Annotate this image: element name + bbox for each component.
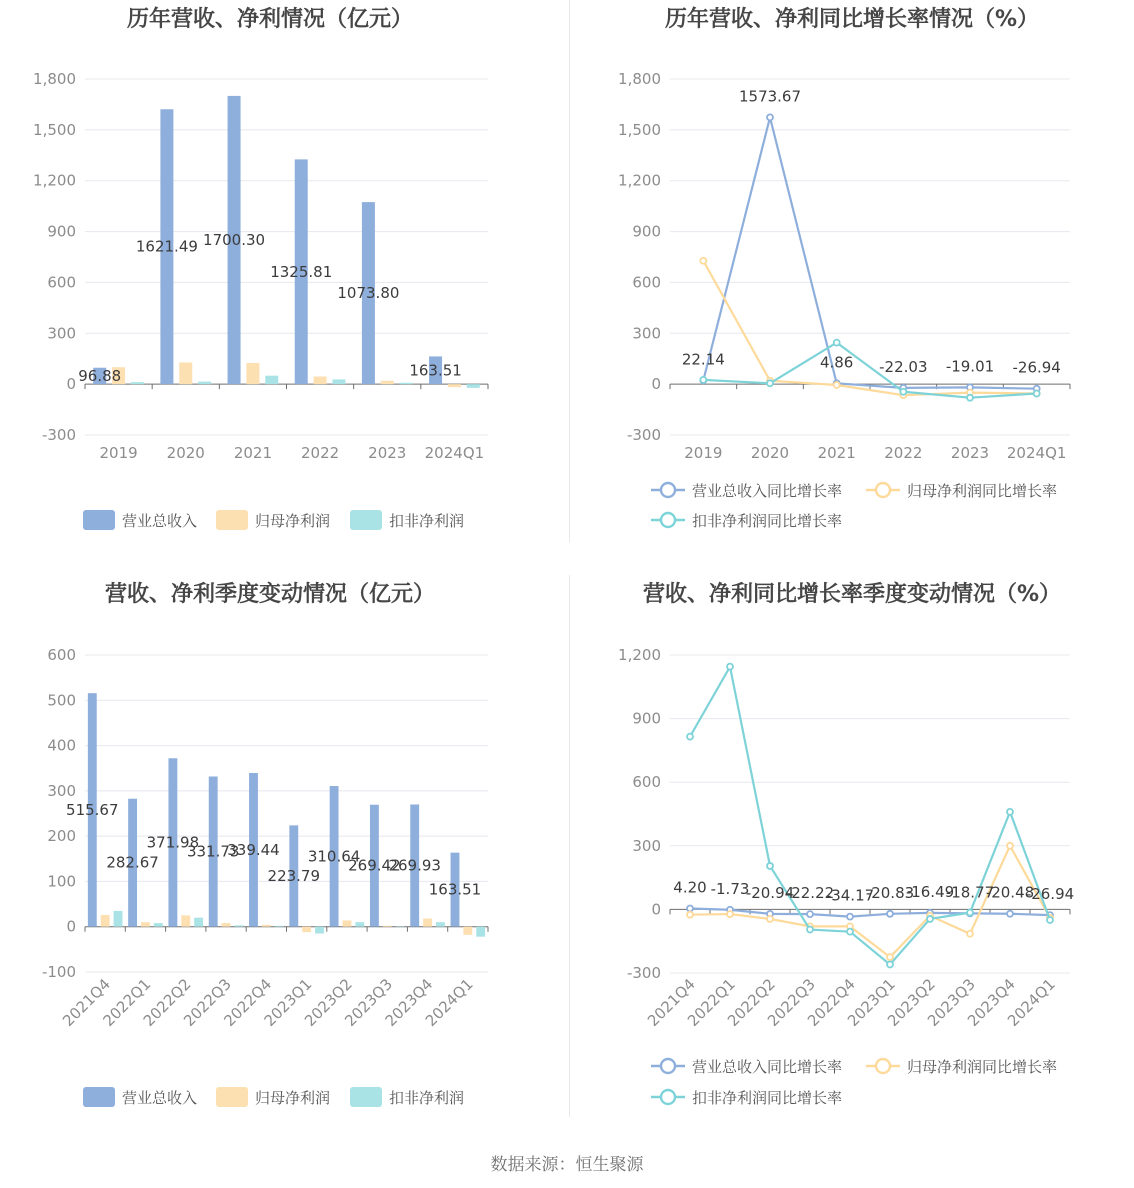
- y-tick-label: 1,500: [618, 120, 661, 139]
- x-tick-label: 2019: [684, 444, 723, 462]
- y-tick-label: -300: [626, 426, 661, 444]
- series-point-2: [767, 863, 773, 869]
- y-tick-label: 1,500: [33, 120, 76, 139]
- chart-quarterly-revenue-profit: [0, 575, 568, 1120]
- chart-annual-revenue-profit: [0, 0, 568, 545]
- bar-data-label: 310.64: [307, 847, 361, 866]
- bar-data-label: 163.51: [409, 361, 462, 380]
- bar-deducted-profit: [275, 926, 284, 927]
- legend-marker: [661, 483, 675, 497]
- y-tick-label: 300: [632, 324, 661, 343]
- legend-label: 归母净利润: [255, 512, 331, 530]
- x-tick-label: 2024Q1: [424, 444, 485, 462]
- bar-data-label: 1621.49: [135, 237, 198, 256]
- legend-label: 营业总收入同比增长率: [692, 1058, 843, 1076]
- legend-label: 营业总收入: [122, 1089, 198, 1107]
- line-data-label: -18.77: [945, 883, 995, 902]
- x-tick-label: 2021: [817, 444, 856, 462]
- y-tick-label: 100: [47, 872, 76, 891]
- x-tick-label: 2022Q3: [180, 975, 235, 1030]
- y-tick-label: 300: [47, 781, 76, 800]
- x-tick-label: 2020: [750, 444, 790, 462]
- bar-deducted-profit: [114, 911, 123, 927]
- bar-net-profit: [262, 925, 271, 927]
- y-tick-label: 500: [47, 691, 76, 710]
- line-data-label: -20.48: [985, 883, 1035, 902]
- y-tick-label: 600: [632, 273, 661, 292]
- x-tick-label: 2024Q1: [1006, 444, 1067, 462]
- line-data-label: -26.94: [1025, 885, 1075, 904]
- legend-swatch: [83, 510, 115, 530]
- x-tick-label: 2023Q3: [341, 975, 397, 1030]
- y-tick-label: 600: [47, 273, 76, 292]
- series-point-1: [1007, 843, 1013, 849]
- series-point-2: [700, 377, 706, 383]
- y-tick-label: 900: [47, 222, 76, 241]
- series-point-2: [967, 395, 973, 401]
- bar-deducted-profit: [198, 382, 211, 385]
- x-tick-label: 2023Q4: [964, 975, 1019, 1030]
- x-tick-label: 2022Q2: [724, 975, 779, 1030]
- series-point-2: [834, 340, 840, 346]
- bar-net-profit: [141, 922, 150, 927]
- line-data-label: -1.73: [710, 879, 750, 898]
- series-point-2: [687, 734, 693, 740]
- x-tick-label: 2022: [300, 444, 340, 462]
- bar-deducted-profit: [396, 926, 405, 927]
- legend-label: 营业总收入同比增长率: [692, 482, 843, 500]
- series-point-1: [700, 258, 706, 264]
- series-point-0: [1007, 911, 1013, 917]
- bar-deducted-profit: [436, 922, 445, 927]
- bar-net-profit: [423, 919, 432, 927]
- y-tick-label: 0: [66, 375, 76, 394]
- quarterly-bar-chart-svg: [0, 575, 568, 1120]
- series-line-0: [703, 117, 1036, 388]
- line-data-label: -26.94: [1012, 358, 1061, 377]
- line-data-label: -34.17: [825, 886, 875, 905]
- y-tick-label: 600: [632, 773, 661, 792]
- x-tick-label: 2023: [368, 444, 407, 462]
- x-tick-label: 2021Q4: [644, 975, 699, 1030]
- bar-data-label: 282.67: [106, 853, 159, 872]
- bar-data-label: 269.93: [388, 856, 441, 875]
- bar-data-label: 339.44: [227, 840, 280, 859]
- series-point-2: [847, 929, 853, 935]
- series-point-2: [1047, 917, 1053, 923]
- bar-data-label: 223.79: [267, 867, 321, 886]
- series-point-2: [767, 380, 773, 386]
- legend-label: 扣非净利润: [389, 512, 465, 530]
- line-data-label: -22.03: [879, 357, 928, 376]
- line-data-label: -20.83: [865, 883, 915, 902]
- y-tick-label: 200: [47, 827, 76, 846]
- series-point-2: [967, 910, 973, 916]
- x-tick-label: 2023Q4: [381, 975, 437, 1030]
- bar-net-profit: [181, 915, 190, 926]
- y-tick-label: 600: [47, 646, 76, 664]
- x-tick-label: 2022: [884, 444, 923, 462]
- x-tick-label: 2022Q4: [220, 975, 276, 1030]
- line-data-label: -19.01: [945, 357, 995, 376]
- y-tick-label: 0: [66, 917, 76, 936]
- y-tick-label: 0: [651, 375, 661, 394]
- x-tick-label: 2023Q1: [844, 975, 899, 1030]
- bar-deducted-profit: [315, 927, 324, 934]
- legend-swatch: [216, 510, 248, 530]
- series-point-1: [887, 954, 893, 960]
- x-tick-label: 2022Q3: [764, 975, 819, 1030]
- legend-marker: [661, 513, 675, 527]
- bar-deducted-profit: [131, 382, 144, 384]
- chart-title: 历年营收、净利情况（亿元）: [126, 7, 414, 32]
- bar-data-label: 371.98: [146, 833, 200, 852]
- x-tick-label: 2022Q1: [99, 975, 155, 1030]
- x-tick-label: 2022Q4: [804, 975, 859, 1030]
- quarterly-line-chart-svg: [570, 575, 1134, 1120]
- y-tick-label: -300: [41, 426, 76, 444]
- y-tick-label: 1,200: [33, 171, 76, 190]
- series-point-2: [900, 389, 906, 395]
- legend-swatch: [216, 1087, 248, 1107]
- bar-deducted-profit: [355, 922, 364, 927]
- y-tick-label: 300: [47, 324, 76, 343]
- series-point-0: [687, 906, 693, 912]
- series-point-2: [807, 927, 813, 933]
- bar-data-label: 515.67: [66, 800, 119, 819]
- legend-label: 扣非净利润: [389, 1089, 465, 1107]
- x-tick-label: 2023: [950, 444, 990, 462]
- series-point-2: [927, 916, 933, 922]
- bar-net-profit: [448, 384, 461, 387]
- y-tick-label: 400: [47, 736, 76, 755]
- series-point-0: [847, 914, 853, 920]
- y-tick-label: -100: [41, 963, 76, 981]
- legend-label: 归母净利润同比增长率: [907, 1058, 1058, 1076]
- x-tick-label: 2023Q3: [924, 975, 979, 1030]
- y-tick-label: 0: [651, 900, 661, 919]
- legend-label: 扣非净利润同比增长率: [692, 1089, 843, 1107]
- bar-deducted-profit: [400, 383, 413, 384]
- legend-swatch: [350, 510, 382, 530]
- line-data-label: -16.49: [905, 882, 955, 901]
- line-data-label: 1573.67: [738, 87, 802, 106]
- bar-net-profit: [179, 362, 192, 384]
- line-data-label: 4.86: [819, 353, 854, 372]
- annual-line-chart-svg: [570, 0, 1134, 545]
- bar-net-profit: [302, 927, 311, 932]
- bar-net-profit: [246, 363, 259, 384]
- bar-net-profit: [101, 915, 110, 927]
- series-point-1: [727, 911, 733, 917]
- bar-data-label: 96.88: [78, 366, 122, 385]
- legend-label: 营业总收入: [122, 512, 198, 530]
- line-data-label: 22.14: [681, 350, 725, 369]
- x-tick-label: 2024Q1: [1004, 975, 1059, 1030]
- line-data-label: -22.22: [785, 884, 835, 903]
- bar-deducted-profit: [194, 918, 203, 927]
- series-point-0: [807, 911, 813, 917]
- bar-net-profit: [381, 381, 394, 384]
- legend-swatch: [83, 1087, 115, 1107]
- bar-deducted-profit: [234, 925, 243, 926]
- x-tick-label: 2023Q1: [260, 975, 316, 1030]
- y-tick-label: 1,200: [618, 171, 661, 190]
- legend-marker: [661, 1059, 675, 1073]
- data-source-note: 数据来源：恒生聚源: [490, 1155, 644, 1175]
- series-point-1: [687, 912, 693, 918]
- x-tick-label: 2019: [99, 444, 138, 462]
- bar-deducted-profit: [332, 379, 345, 384]
- legend-marker: [876, 483, 890, 497]
- bar-data-label: 1073.80: [337, 284, 400, 303]
- bar-data-label: 163.51: [428, 880, 482, 899]
- x-tick-label: 2022Q2: [139, 975, 195, 1030]
- series-point-1: [767, 916, 773, 922]
- bar-data-label: 1700.30: [203, 231, 266, 250]
- x-tick-label: 2023Q2: [884, 975, 939, 1030]
- bar-net-profit: [383, 926, 392, 927]
- y-tick-label: 900: [632, 222, 661, 241]
- series-point-0: [767, 114, 773, 120]
- chart-annual-growth-rate: [570, 0, 1134, 545]
- bar-deducted-profit: [476, 927, 485, 937]
- x-tick-label: 2022Q1: [684, 975, 739, 1030]
- bar-deducted-profit: [265, 376, 278, 384]
- x-tick-label: 2023Q2: [300, 975, 356, 1030]
- x-tick-label: 2020: [166, 444, 205, 462]
- chart-title: 历年营收、净利同比增长率情况（%）: [664, 7, 1040, 32]
- series-point-0: [887, 911, 893, 917]
- y-tick-label: 900: [632, 709, 661, 728]
- y-tick-label: 1,800: [618, 70, 661, 88]
- legend-label: 扣非净利润同比增长率: [692, 512, 843, 530]
- line-data-label: 4.20: [673, 878, 707, 897]
- bar-net-profit: [463, 927, 472, 935]
- legend-label: 归母净利润同比增长率: [907, 482, 1058, 500]
- chart-title: 营收、净利同比增长率季度变动情况（%）: [642, 582, 1062, 607]
- line-data-label: -20.94: [745, 883, 795, 902]
- series-point-2: [887, 962, 893, 968]
- series-point-2: [1007, 809, 1013, 815]
- y-tick-label: 300: [632, 836, 661, 855]
- x-tick-label: 2021Q4: [59, 975, 114, 1030]
- series-point-2: [727, 664, 733, 670]
- bar-net-profit: [314, 377, 327, 385]
- y-tick-label: -300: [626, 964, 661, 982]
- legend-marker: [876, 1059, 890, 1073]
- bar-net-profit: [222, 923, 231, 927]
- bar-data-label: 269.42: [348, 856, 401, 875]
- legend-swatch: [350, 1087, 382, 1107]
- chart-title: 营收、净利季度变动情况（亿元）: [104, 582, 436, 607]
- bar-data-label: 1325.81: [270, 262, 333, 281]
- series-point-2: [1034, 390, 1040, 396]
- x-tick-label: 2021: [233, 444, 273, 462]
- bar-data-label: 331.73: [186, 842, 240, 861]
- x-tick-label: 2024Q1: [421, 975, 477, 1030]
- chart-quarterly-growth-rate: [570, 575, 1134, 1120]
- bar-deducted-profit: [154, 923, 163, 927]
- bar-deducted-profit: [467, 384, 480, 388]
- legend-label: 归母净利润: [255, 1089, 331, 1107]
- series-point-1: [834, 382, 840, 388]
- y-tick-label: 1,200: [618, 646, 661, 664]
- y-tick-label: 1,800: [33, 70, 76, 88]
- series-point-1: [967, 931, 973, 937]
- series-line-2: [690, 667, 1050, 965]
- bar-net-profit: [343, 920, 352, 926]
- annual-bar-chart-svg: [0, 0, 568, 545]
- legend-marker: [661, 1090, 675, 1104]
